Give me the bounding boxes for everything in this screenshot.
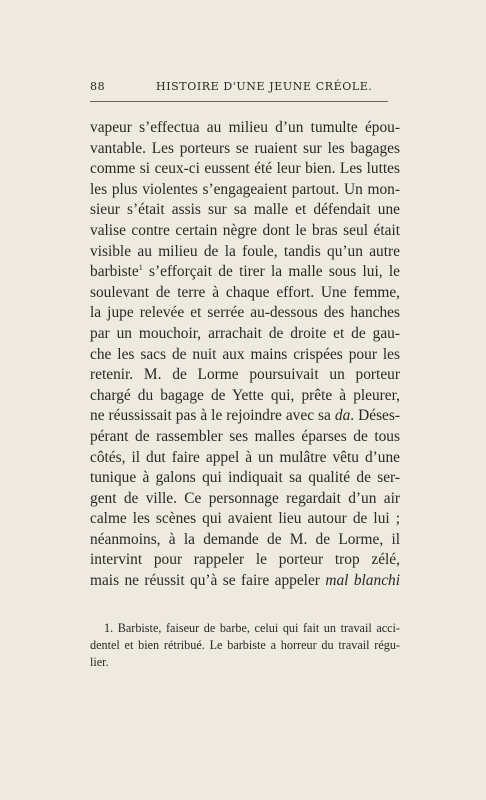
text-line: calme les scènes qui avaient lieu autour de lui ;	[90, 510, 400, 528]
text-segment: barbiste	[90, 263, 139, 281]
text-line: chargé du bagage de Yette qui, prête à pleurer,	[90, 386, 400, 404]
text-line: vapeur s’effectua au milieu d’un tumulte épou-	[90, 119, 400, 136]
italic-word: da	[334, 407, 351, 425]
footnote-line: 1. Barbiste, faiseur de barbe, celui qui fait un travail acci-	[104, 621, 400, 635]
text-line: vantable. Les porteurs se ruaient sur les bagages	[90, 139, 400, 157]
page-number: 88	[90, 80, 106, 93]
text-segment: . Déses-	[350, 407, 401, 425]
text-line: les plus violentes s’engageaient partout. Un mon-	[90, 180, 400, 198]
text-line: tunique à galons qui indiquait sa qualité de ser-	[90, 469, 400, 487]
italic-phrase: mal blanchi	[325, 572, 400, 590]
text-segment: ne réussissait pas à le rejoindre avec sa	[90, 407, 335, 425]
body-text	[90, 118, 400, 592]
text-line: par un mouchoir, arrachait de droite et de gau-	[90, 324, 400, 342]
text-segment: mais ne réussit qu’à se faire appeler	[90, 572, 326, 590]
text-line: che les sacs de nuit aux mains crispées pour les	[90, 345, 400, 363]
text-line: visible au milieu de la foule, tandis qu’un autre	[90, 242, 400, 260]
text-line: intervint pour rappeler le porteur trop zélé,	[90, 551, 400, 569]
header-rule	[90, 101, 388, 102]
footnote-reference: 1	[138, 263, 143, 273]
text-line: néanmoins, à la demande de M. de Lorme, il	[90, 530, 400, 548]
text-line	[90, 406, 400, 427]
footnote-line: lier.	[90, 655, 109, 669]
page-header	[90, 80, 388, 100]
text-line: soulevant de terre à chaque effort. Une femme,	[90, 283, 400, 301]
footnote	[90, 620, 400, 671]
text-line: valise contre certain nègre dont le bras seul était	[90, 221, 400, 239]
text-line: la jupe relevée et serrée au-dessous des hanches	[90, 304, 400, 322]
text-line: comme si ceux-ci eussent été leur bien. Les luttes	[90, 160, 400, 178]
running-title: HISTOIRE D'UNE JEUNE CRÉOLE.	[156, 80, 373, 93]
text-line: pérant de rassembler ses malles éparses de tous	[90, 427, 400, 445]
text-line: sieur s’était assis sur sa malle et défendait une	[90, 201, 400, 219]
text-line: côtés, il dut faire appel à un mulâtre vêtu d’une	[90, 448, 400, 466]
text-segment: s’efforçait de tirer la malle sous lui, le	[142, 263, 400, 281]
text-line	[90, 262, 400, 283]
text-line: gent de ville. Ce personnage regardait d’un air	[90, 489, 400, 507]
footnote-line: dentel et bien rétribué. Le barbiste a horreur du travail régu-	[90, 638, 400, 652]
text-line: retenir. M. de Lorme poursuivait un porteur	[90, 366, 400, 384]
text-line	[90, 571, 400, 592]
